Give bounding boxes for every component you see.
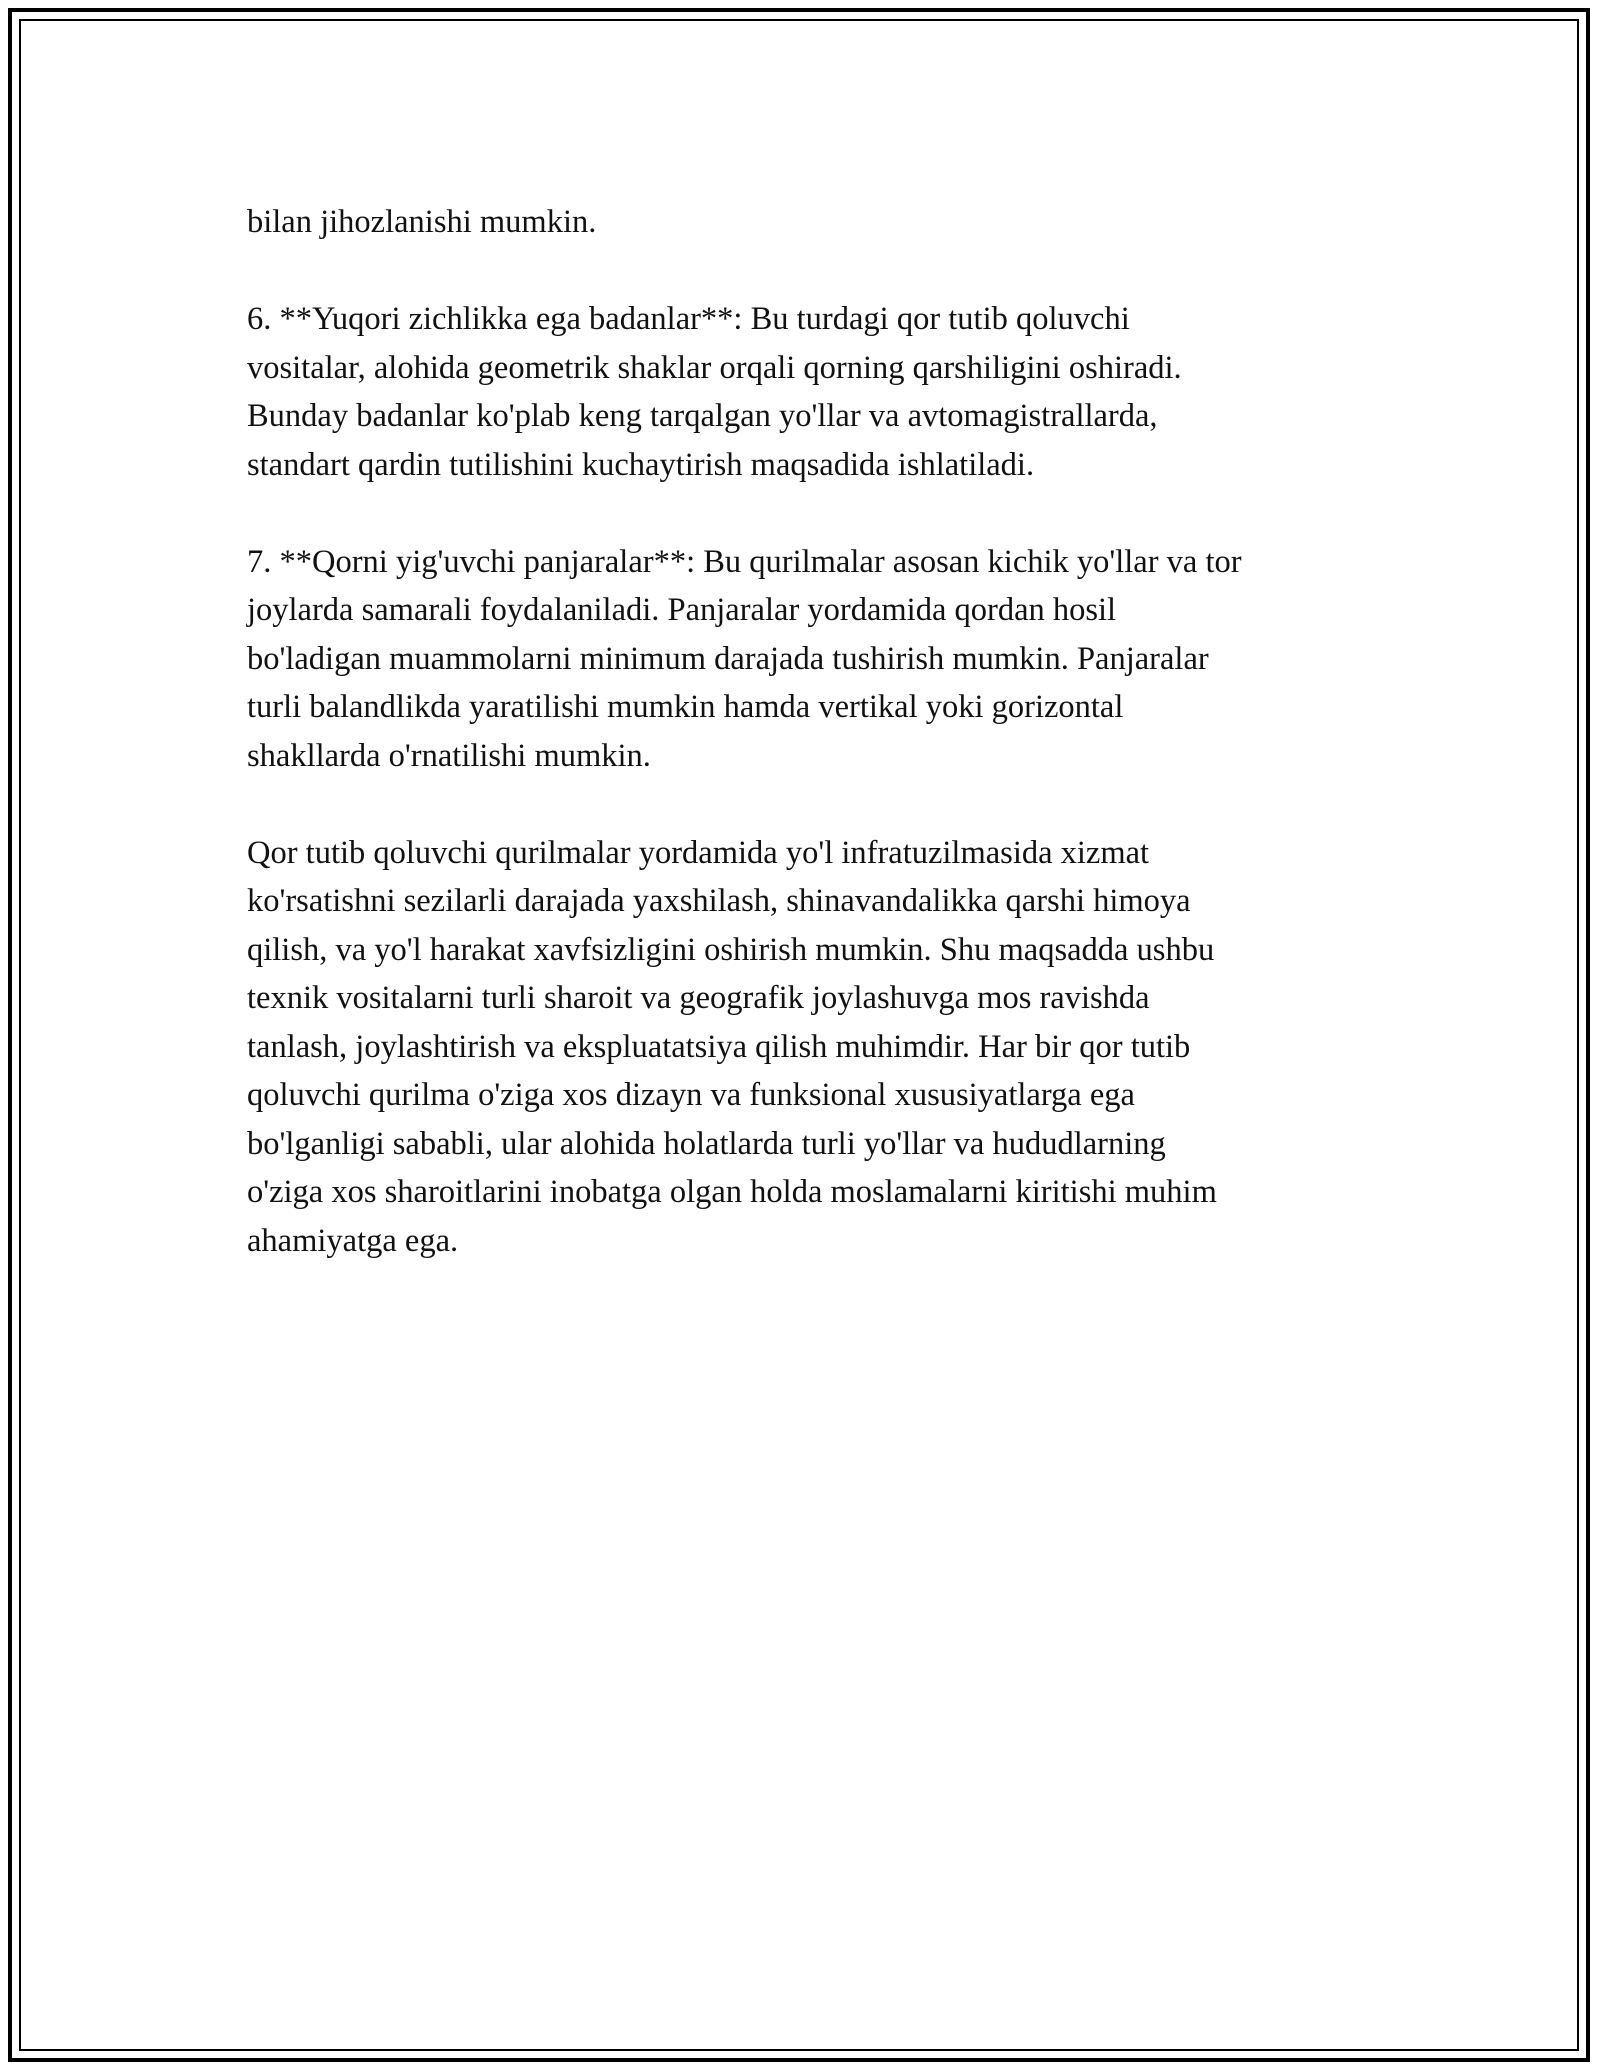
paragraph-continuation: bilan jihozlanishi mumkin. [247,204,597,240]
document-body [247,198,1397,1314]
paragraph-item-7: 7. **Qorni yig'uvchi panjaralar**: Bu qurilmalar asosan kichik yo'llar va tor joylarda samarali foydalaniladi. Panjaralar yordamida qordan hosil bo'ladigan muammolarni minimum darajada tushirish mumkin. Panjaralar turli balandlikda yaratilishi mumkin hamda vertikal yoki gorizontal shakllarda o'rnatilishi mumkin. [247,543,1242,774]
page-frame [8,8,1590,2062]
paragraph-conclusion: Qor tutib qoluvchi qurilmalar yordamida yo'l infratuzilmasida xizmat ko'rsatishni sezilarli darajada yaxshilash, shinavandalikka qarshi himoya qilish, va yo'l harakat xavfsizligini oshirish mumkin. Shu maqsadda ushbu texnik vositalarni turli sharoit va geografik joylashuvga mos ravishda tanlash, joylashtirish va ekspluatatsiya qilish muhimdir. Har bir qor tutib qoluvchi qurilma o'ziga xos dizayn va funksional xususiyatlarga ega bo'lganligi sababli, ular alohida holatlarda turli yo'llar va hududlarning o'ziga xos sharoitlarini inobatga olgan holda moslamalarni kiritishi muhim ahamiyatga ega. [247,834,1217,1259]
paragraph-item-6: 6. **Yuqori zichlikka ega badanlar**: Bu turdagi qor tutib qoluvchi vositalar, alohida geometrik shaklar orqali qorning qarshiligini oshiradi. Bunday badanlar ko'plab keng tarqalgan yo'llar va avtomagistrallarda, standart qardin tutilishini kuchaytirish maqsadida ishlatiladi. [247,301,1182,483]
